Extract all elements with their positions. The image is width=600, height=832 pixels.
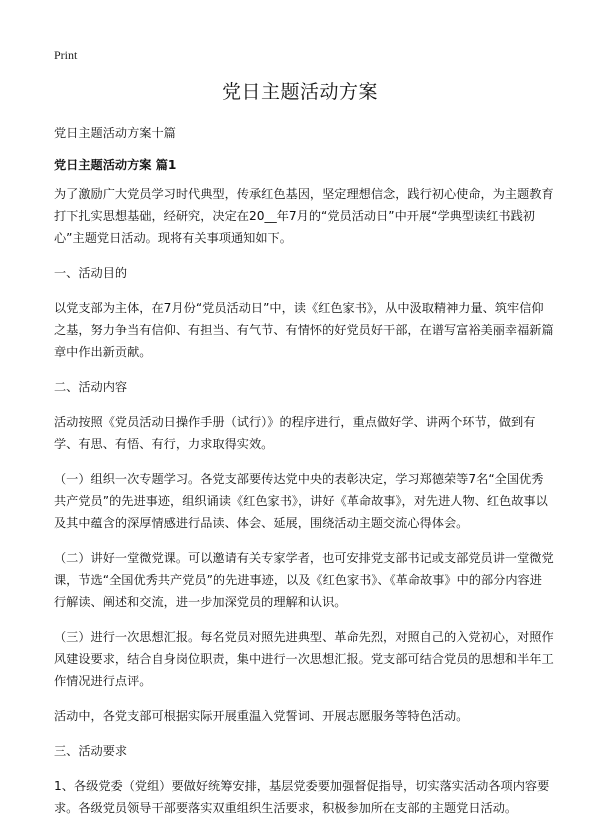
section-heading-content: 二、活动内容 <box>54 380 128 394</box>
content-item-study: （一）组织一次专题学习。各党支部要传达党中央的表彰决定，学习郑德荣等7名“全国优秀共产党员”的先进事迹，组织诵读《红色家书》，讲好《革命故事》，对先进人物、红色故事以及其中蕴含的深厚情感进行品读、体会、延展，围绕活动主题交流心得体会。 <box>54 472 548 530</box>
document-subtitle: 党日主题活动方案十篇 <box>54 126 176 140</box>
print-link[interactable]: Print <box>54 48 78 62</box>
content-closing-paragraph: 活动中，各党支部可根据实际开展重温入党誓词、开展志愿服务等特色活动。 <box>54 709 469 723</box>
content-item-report: （三）进行一次思想汇报。每名党员对照先进典型、革命先烈，对照自己的入党初心，对照作风建设要求，结合自身岗位职责，集中进行一次思想汇报。党支部可结合党员的思想和半年工作情况进行点评。 <box>54 630 554 688</box>
article-heading: 党日主题活动方案 篇1 <box>54 158 177 172</box>
content-item-lecture: （二）讲好一堂微党课。可以邀请有关专家学者，也可安排党支部书记或支部党员讲一堂微党课，节选“全国优秀共产党员”的先进事迹，以及《红色家书》、《革命故事》中的部分内容进行解读、阐述和交流，进一步加深党员的理解和认识。 <box>54 551 554 609</box>
document-body <box>54 122 554 832</box>
purpose-paragraph: 以党支部为主体，在7月份“党员活动日”中，读《红色家书》，从中汲取精神力量、筑牢信仰之基，努力争当有信仰、有担当、有气节、有情怀的好党员好干部，在谱写富裕美丽幸福新篇章中作出新贡献。 <box>54 301 554 359</box>
content-intro-paragraph: 活动按照《党员活动日操作手册（试行）》的程序进行，重点做好学、讲两个环节，做到有学、有思、有悟、有行，力求取得实效。 <box>54 415 536 451</box>
page-title: 党日主题活动方案 <box>221 81 378 103</box>
intro-paragraph: 为了激励广大党员学习时代典型，传承红色基因，坚定理想信念，践行初心使命，为主题教育打下扎实思想基础，经研究，决定在20__年7月的“党员活动日”中开展“学典型读红书践初心”主题党日活动。现将有关事项通知如下。 <box>54 187 554 245</box>
section-heading-purpose: 一、活动目的 <box>54 266 128 280</box>
section-heading-requirements: 三、活动要求 <box>54 744 128 758</box>
requirements-item-1: 1、各级党委（党组）要做好统筹安排，基层党委要加强督促指导，切实落实活动各项内容要求。各级党员领导干部要落实双重组织生活要求，积极参加所在支部的主题党日活动。 <box>54 779 550 815</box>
